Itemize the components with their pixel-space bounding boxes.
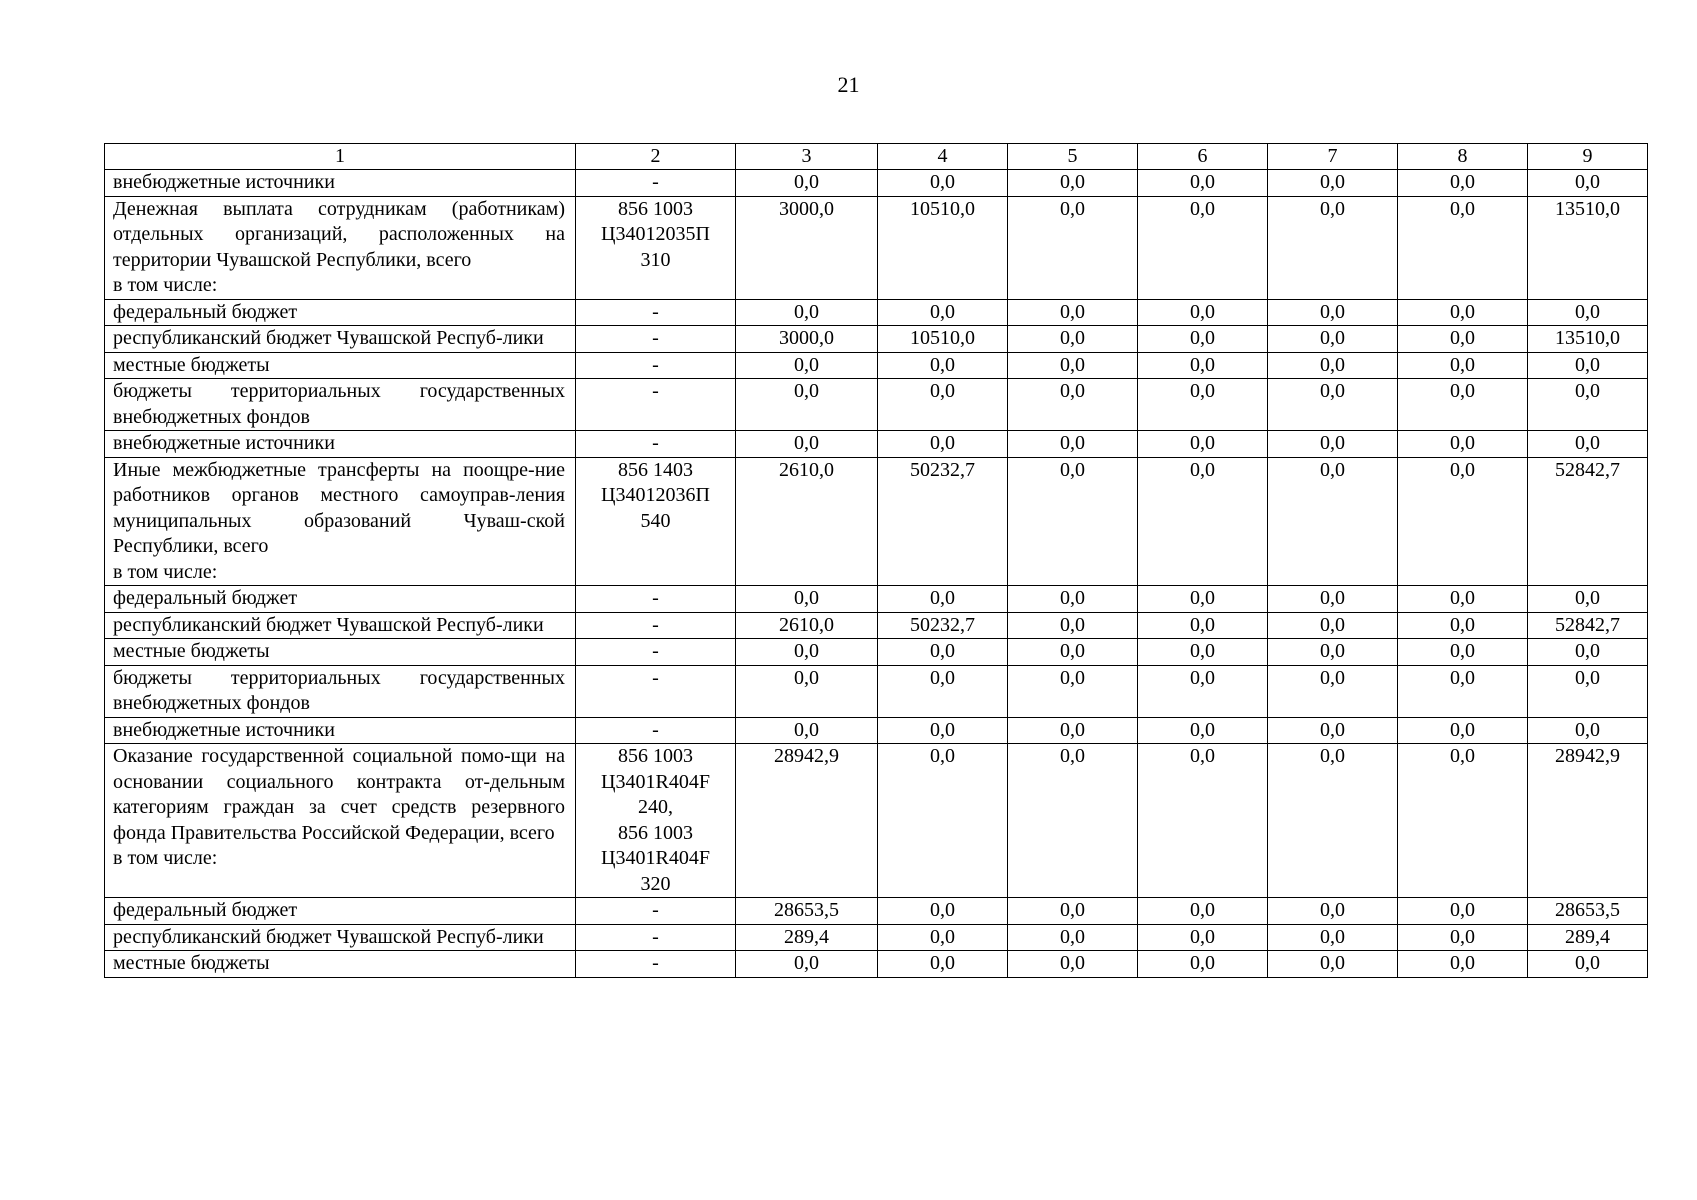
- column-header-1: 1: [105, 144, 576, 170]
- value-cell-col-8: 0,0: [1398, 586, 1528, 613]
- value-cell-col-6: 0,0: [1138, 744, 1268, 898]
- row-name-cell: бюджеты территориальных государственных внебюджетных фондов: [105, 379, 576, 431]
- value-cell-col-6: 0,0: [1138, 431, 1268, 458]
- value-cell-col-4: 0,0: [878, 170, 1008, 197]
- value-cell-col-5: 0,0: [1008, 924, 1138, 951]
- value-cell-col-7: 0,0: [1268, 379, 1398, 431]
- value-cell-col-9: 28942,9: [1528, 744, 1648, 898]
- column-header-8: 8: [1398, 144, 1528, 170]
- row-name-cell: республиканский бюджет Чувашской Респуб-лики: [105, 612, 576, 639]
- table-row: [105, 639, 1648, 666]
- row-name-cell: республиканский бюджет Чувашской Респуб-лики: [105, 326, 576, 353]
- value-cell-col-5: 0,0: [1008, 326, 1138, 353]
- value-cell-col-6: 0,0: [1138, 717, 1268, 744]
- value-cell-col-5: 0,0: [1008, 196, 1138, 299]
- value-cell-col-7: 0,0: [1268, 924, 1398, 951]
- value-cell-col-5: 0,0: [1008, 898, 1138, 925]
- value-cell-col-7: 0,0: [1268, 744, 1398, 898]
- value-cell-col-7: 0,0: [1268, 431, 1398, 458]
- table-row: [105, 431, 1648, 458]
- column-header-3: 3: [736, 144, 878, 170]
- budget-code-cell: -: [576, 586, 736, 613]
- row-name-cell: республиканский бюджет Чувашской Респуб-лики: [105, 924, 576, 951]
- row-name-cell: федеральный бюджет: [105, 299, 576, 326]
- row-name-cell: местные бюджеты: [105, 639, 576, 666]
- budget-code-cell: -: [576, 431, 736, 458]
- budget-code-cell: -: [576, 898, 736, 925]
- value-cell-col-3: 0,0: [736, 951, 878, 978]
- budget-code-cell: -: [576, 924, 736, 951]
- row-name-cell: федеральный бюджет: [105, 898, 576, 925]
- table-row: [105, 951, 1648, 978]
- value-cell-col-7: 0,0: [1268, 898, 1398, 925]
- table-row: [105, 170, 1648, 197]
- budget-code-cell: 856 1003 Ц34012035П 310: [576, 196, 736, 299]
- value-cell-col-7: 0,0: [1268, 951, 1398, 978]
- value-cell-col-5: 0,0: [1008, 586, 1138, 613]
- value-cell-col-9: 52842,7: [1528, 457, 1648, 586]
- value-cell-col-5: 0,0: [1008, 612, 1138, 639]
- table-row: [105, 898, 1648, 925]
- value-cell-col-9: 0,0: [1528, 170, 1648, 197]
- table-row: [105, 326, 1648, 353]
- value-cell-col-6: 0,0: [1138, 299, 1268, 326]
- value-cell-col-6: 0,0: [1138, 951, 1268, 978]
- row-name-cell: федеральный бюджет: [105, 586, 576, 613]
- value-cell-col-6: 0,0: [1138, 898, 1268, 925]
- value-cell-col-6: 0,0: [1138, 924, 1268, 951]
- budget-code-cell: -: [576, 326, 736, 353]
- table-body: [105, 170, 1648, 978]
- value-cell-col-3: 28653,5: [736, 898, 878, 925]
- value-cell-col-7: 0,0: [1268, 457, 1398, 586]
- budget-code-cell: -: [576, 170, 736, 197]
- value-cell-col-5: 0,0: [1008, 299, 1138, 326]
- value-cell-col-8: 0,0: [1398, 612, 1528, 639]
- column-header-9: 9: [1528, 144, 1648, 170]
- value-cell-col-8: 0,0: [1398, 717, 1528, 744]
- table-row: [105, 744, 1648, 898]
- value-cell-col-4: 0,0: [878, 665, 1008, 717]
- value-cell-col-6: 0,0: [1138, 352, 1268, 379]
- value-cell-col-3: 0,0: [736, 299, 878, 326]
- value-cell-col-8: 0,0: [1398, 665, 1528, 717]
- value-cell-col-9: 289,4: [1528, 924, 1648, 951]
- value-cell-col-8: 0,0: [1398, 457, 1528, 586]
- value-cell-col-3: 289,4: [736, 924, 878, 951]
- value-cell-col-4: 0,0: [878, 352, 1008, 379]
- table-row: [105, 586, 1648, 613]
- value-cell-col-4: 0,0: [878, 717, 1008, 744]
- value-cell-col-8: 0,0: [1398, 326, 1528, 353]
- value-cell-col-3: 0,0: [736, 665, 878, 717]
- table-row: [105, 352, 1648, 379]
- value-cell-col-9: 13510,0: [1528, 196, 1648, 299]
- value-cell-col-3: 0,0: [736, 352, 878, 379]
- value-cell-col-4: 0,0: [878, 898, 1008, 925]
- value-cell-col-5: 0,0: [1008, 352, 1138, 379]
- table-row: [105, 379, 1648, 431]
- value-cell-col-4: 50232,7: [878, 457, 1008, 586]
- value-cell-col-3: 0,0: [736, 717, 878, 744]
- value-cell-col-3: 2610,0: [736, 612, 878, 639]
- value-cell-col-8: 0,0: [1398, 924, 1528, 951]
- value-cell-col-4: 0,0: [878, 951, 1008, 978]
- value-cell-col-7: 0,0: [1268, 170, 1398, 197]
- value-cell-col-6: 0,0: [1138, 639, 1268, 666]
- table-row: [105, 924, 1648, 951]
- value-cell-col-4: 0,0: [878, 299, 1008, 326]
- value-cell-col-5: 0,0: [1008, 170, 1138, 197]
- row-name-cell: Иные межбюджетные трансферты на поощре-ние работников органов местного самоуправ-ления муниципальных образований Чуваш-ской Республики, всего в том числе:: [105, 457, 576, 586]
- value-cell-col-4: 10510,0: [878, 196, 1008, 299]
- value-cell-col-3: 0,0: [736, 586, 878, 613]
- value-cell-col-9: 0,0: [1528, 665, 1648, 717]
- value-cell-col-5: 0,0: [1008, 639, 1138, 666]
- value-cell-col-3: 3000,0: [736, 326, 878, 353]
- budget-code-cell: -: [576, 379, 736, 431]
- budget-code-cell: 856 1003 Ц3401R404F 240, 856 1003 Ц3401R404F 320: [576, 744, 736, 898]
- value-cell-col-5: 0,0: [1008, 431, 1138, 458]
- header-row: [105, 144, 1648, 170]
- value-cell-col-7: 0,0: [1268, 586, 1398, 613]
- value-cell-col-4: 0,0: [878, 379, 1008, 431]
- value-cell-col-6: 0,0: [1138, 457, 1268, 586]
- value-cell-col-8: 0,0: [1398, 639, 1528, 666]
- page-number: 21: [837, 72, 860, 97]
- value-cell-col-7: 0,0: [1268, 665, 1398, 717]
- table-row: [105, 612, 1648, 639]
- value-cell-col-6: 0,0: [1138, 612, 1268, 639]
- value-cell-col-5: 0,0: [1008, 951, 1138, 978]
- value-cell-col-3: 0,0: [736, 431, 878, 458]
- value-cell-col-3: 0,0: [736, 379, 878, 431]
- value-cell-col-7: 0,0: [1268, 352, 1398, 379]
- budget-code-cell: 856 1403 Ц34012036П 540: [576, 457, 736, 586]
- row-name-cell: Оказание государственной социальной помо-щи на основании социального контракта от-дельным категориям граждан за счет средств резервного фонда Правительства Российской Федерации, всего в том числе:: [105, 744, 576, 898]
- value-cell-col-7: 0,0: [1268, 639, 1398, 666]
- value-cell-col-6: 0,0: [1138, 586, 1268, 613]
- budget-code-cell: -: [576, 951, 736, 978]
- table-row: [105, 665, 1648, 717]
- budget-code-cell: -: [576, 717, 736, 744]
- value-cell-col-3: 3000,0: [736, 196, 878, 299]
- value-cell-col-8: 0,0: [1398, 951, 1528, 978]
- value-cell-col-4: 0,0: [878, 431, 1008, 458]
- row-name-cell: внебюджетные источники: [105, 717, 576, 744]
- row-name-cell: Денежная выплата сотрудникам (работникам) отдельных организаций, расположенных на территории Чувашской Республики, всего в том числе:: [105, 196, 576, 299]
- value-cell-col-3: 0,0: [736, 639, 878, 666]
- value-cell-col-4: 0,0: [878, 586, 1008, 613]
- value-cell-col-9: 0,0: [1528, 299, 1648, 326]
- column-header-6: 6: [1138, 144, 1268, 170]
- value-cell-col-9: 52842,7: [1528, 612, 1648, 639]
- row-name-cell: бюджеты территориальных государственных внебюджетных фондов: [105, 665, 576, 717]
- value-cell-col-3: 2610,0: [736, 457, 878, 586]
- value-cell-col-6: 0,0: [1138, 196, 1268, 299]
- value-cell-col-9: 0,0: [1528, 431, 1648, 458]
- value-cell-col-9: 0,0: [1528, 951, 1648, 978]
- value-cell-col-4: 0,0: [878, 924, 1008, 951]
- value-cell-col-7: 0,0: [1268, 717, 1398, 744]
- value-cell-col-5: 0,0: [1008, 717, 1138, 744]
- value-cell-col-8: 0,0: [1398, 431, 1528, 458]
- value-cell-col-6: 0,0: [1138, 326, 1268, 353]
- value-cell-col-6: 0,0: [1138, 379, 1268, 431]
- row-name-cell: внебюджетные источники: [105, 431, 576, 458]
- value-cell-col-7: 0,0: [1268, 326, 1398, 353]
- value-cell-col-9: 0,0: [1528, 379, 1648, 431]
- value-cell-col-5: 0,0: [1008, 744, 1138, 898]
- value-cell-col-7: 0,0: [1268, 299, 1398, 326]
- value-cell-col-6: 0,0: [1138, 170, 1268, 197]
- value-cell-col-4: 0,0: [878, 744, 1008, 898]
- value-cell-col-9: 0,0: [1528, 586, 1648, 613]
- value-cell-col-7: 0,0: [1268, 612, 1398, 639]
- column-header-5: 5: [1008, 144, 1138, 170]
- budget-code-cell: -: [576, 352, 736, 379]
- value-cell-col-6: 0,0: [1138, 665, 1268, 717]
- budget-code-cell: -: [576, 639, 736, 666]
- value-cell-col-9: 13510,0: [1528, 326, 1648, 353]
- column-header-7: 7: [1268, 144, 1398, 170]
- table-row: [105, 299, 1648, 326]
- value-cell-col-5: 0,0: [1008, 379, 1138, 431]
- value-cell-col-8: 0,0: [1398, 170, 1528, 197]
- value-cell-col-4: 0,0: [878, 639, 1008, 666]
- value-cell-col-8: 0,0: [1398, 299, 1528, 326]
- table-row: [105, 457, 1648, 586]
- value-cell-col-9: 28653,5: [1528, 898, 1648, 925]
- value-cell-col-8: 0,0: [1398, 352, 1528, 379]
- budget-code-cell: -: [576, 665, 736, 717]
- budget-code-cell: -: [576, 299, 736, 326]
- table-row: [105, 196, 1648, 299]
- value-cell-col-8: 0,0: [1398, 196, 1528, 299]
- value-cell-col-8: 0,0: [1398, 379, 1528, 431]
- budget-code-cell: -: [576, 612, 736, 639]
- row-name-cell: местные бюджеты: [105, 951, 576, 978]
- value-cell-col-5: 0,0: [1008, 665, 1138, 717]
- value-cell-col-9: 0,0: [1528, 639, 1648, 666]
- row-name-cell: внебюджетные источники: [105, 170, 576, 197]
- value-cell-col-7: 0,0: [1268, 196, 1398, 299]
- value-cell-col-3: 28942,9: [736, 744, 878, 898]
- value-cell-col-3: 0,0: [736, 170, 878, 197]
- value-cell-col-5: 0,0: [1008, 457, 1138, 586]
- value-cell-col-9: 0,0: [1528, 352, 1648, 379]
- budget-table: [104, 143, 1648, 978]
- value-cell-col-9: 0,0: [1528, 717, 1648, 744]
- value-cell-col-8: 0,0: [1398, 744, 1528, 898]
- value-cell-col-4: 50232,7: [878, 612, 1008, 639]
- column-header-2: 2: [576, 144, 736, 170]
- column-header-4: 4: [878, 144, 1008, 170]
- value-cell-col-4: 10510,0: [878, 326, 1008, 353]
- row-name-cell: местные бюджеты: [105, 352, 576, 379]
- table-row: [105, 717, 1648, 744]
- value-cell-col-8: 0,0: [1398, 898, 1528, 925]
